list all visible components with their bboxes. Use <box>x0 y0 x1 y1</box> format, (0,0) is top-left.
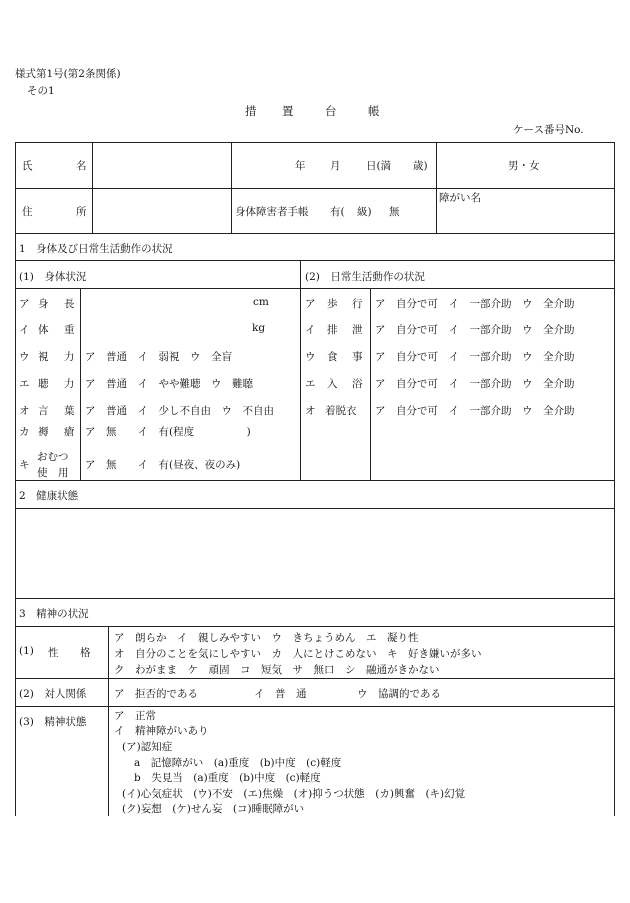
section-2-title: 2 健康状態 <box>19 490 79 502</box>
bathing-options[interactable]: ア 自分で可 イ 一部介助 ウ 全介助 <box>375 378 575 390</box>
section-3-title: 3 精神の状況 <box>19 608 89 620</box>
case-number-label: ケース番号No. <box>513 124 584 136</box>
hearing-options[interactable]: ア 普通 イ やや難聴 ウ 難聴 <box>85 378 253 390</box>
adl-status-title: (2) 日常生活動作の状況 <box>305 271 425 283</box>
mental-state-label: (3) 精神状態 <box>19 716 87 728</box>
dressing-options[interactable]: ア 自分で可 イ 一部介助 ウ 全介助 <box>375 405 575 417</box>
name-field[interactable] <box>93 143 230 187</box>
address-field[interactable] <box>93 189 230 232</box>
height-unit: cm <box>253 296 269 308</box>
health-status-field[interactable] <box>16 509 613 597</box>
interpersonal-label: (2) 対人関係 <box>19 688 87 700</box>
weight-unit: kg <box>252 322 266 334</box>
vision-options[interactable]: ア 普通 イ 弱視 ウ 全盲 <box>85 351 232 363</box>
bedsore-options[interactable]: ア 無 イ 有(程度 ) <box>85 426 251 438</box>
excretion-options[interactable]: ア 自分で可 イ 一部介助 ウ 全介助 <box>375 324 575 336</box>
walking-options[interactable]: ア 自分で可 イ 一部介助 ウ 全介助 <box>375 298 575 310</box>
handbook-label: 身体障害者手帳 <box>235 206 309 218</box>
section-1-title: 1 身体及び日常生活動作の状況 <box>19 243 173 255</box>
form-sub-number: その1 <box>27 85 55 97</box>
form-number: 様式第1号(第2条関係) <box>15 68 121 80</box>
speech-options[interactable]: ア 普通 イ 少し不自由 ウ 不自由 <box>85 405 274 417</box>
body-status-title: (1) 身体状況 <box>19 271 87 283</box>
sex-field[interactable]: 男・女 <box>508 160 540 172</box>
meal-options[interactable]: ア 自分で可 イ 一部介助 ウ 全介助 <box>375 351 575 363</box>
disability-name-label: 障がい名 <box>439 192 481 204</box>
diaper-options[interactable]: ア 無 イ 有(昼夜、夜のみ) <box>85 459 241 471</box>
